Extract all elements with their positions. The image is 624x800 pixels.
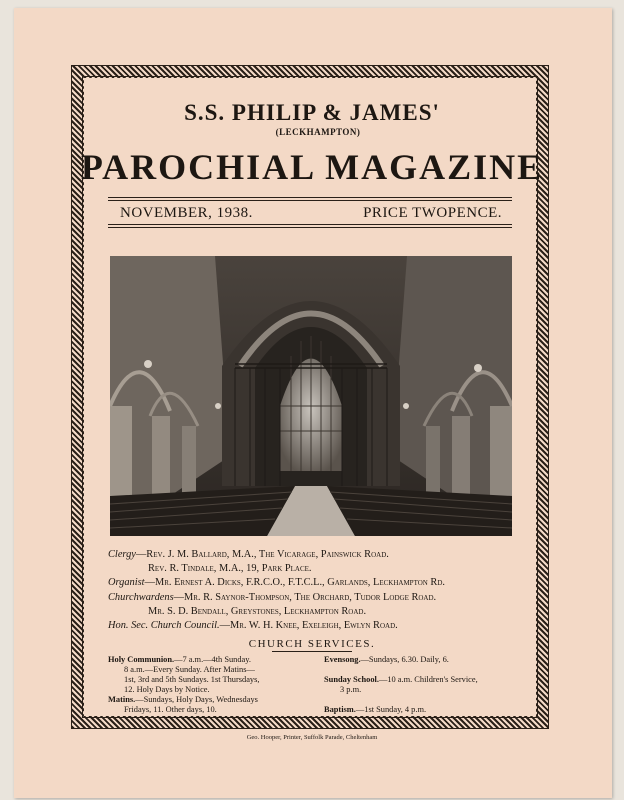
services-right-column: Evensong.—Sundays, 6.30. Daily, 6. Sunday School.—10 a.m. Children's Service, 3 p.m. Baptism.—1st Sunday, 4 p.m. (324, 655, 478, 714)
issue-price: PRICE TWOPENCE. (363, 205, 502, 221)
services-left-column: Holy Communion.—7 a.m.—4th Sunday. 8 a.m.—Every Sunday. After Matins— 1st, 3rd and 5th Sundays. 1st Thursdays, 12. Holy Days by Notice. Matins.—Sundays, Holy Days, Wednesdays Fridays, 11. Other days, 10. (108, 655, 260, 714)
clergy-line: Rev. R. Tindale, M.A., 19, Park Place. (148, 563, 312, 575)
churchwardens-line: Churchwardens—Mr. R. Saynor-Thompson, The Orchard, Tudor Lodge Road. (108, 591, 437, 603)
church-place: (LECKHAMPTON) (275, 127, 361, 137)
divider (272, 651, 352, 652)
divider (108, 224, 512, 225)
churchwardens-line: Mr. S. D. Bendall, Greystones, Leckhampton Road. (148, 605, 367, 617)
divider (108, 197, 512, 198)
organist-line: Organist—Mr. Ernest A. Dicks, F.R.C.O., F.T.C.L., Garlands, Leckhampton Rd. (108, 577, 446, 589)
printer-credit: Geo. Hooper, Printer, Suffolk Parade, Cheltenham (246, 734, 378, 741)
clergy-line: Clergy—Rev. J. M. Ballard, M.A., The Vicarage, Painswick Road. (108, 549, 389, 560)
services-title: CHURCH SERVICES. (248, 638, 376, 650)
divider (108, 200, 512, 201)
council-line: Hon. Sec. Church Council.—Mr. W. H. Knee, Exeleigh, Ewlyn Road. (108, 620, 398, 632)
officials-list (108, 548, 528, 633)
church-name: S.S. PHILIP & JAMES' (184, 100, 440, 125)
magazine-title: PAROCHIAL MAGAZINE (80, 147, 544, 187)
divider (108, 227, 512, 228)
church-interior-photo (110, 256, 512, 536)
issue-date: NOVEMBER, 1938. (120, 205, 253, 221)
